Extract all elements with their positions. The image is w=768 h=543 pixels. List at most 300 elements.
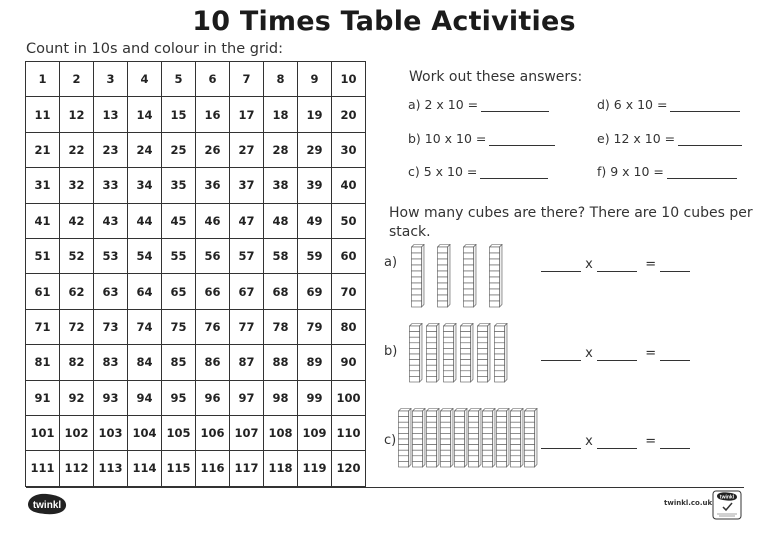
grid-cell-21[interactable]: 21 [26, 132, 60, 167]
cube [438, 283, 448, 289]
grid-cell-113[interactable]: 113 [94, 451, 128, 486]
grid-cell-62[interactable]: 62 [60, 274, 94, 309]
answer-line-a[interactable] [481, 99, 549, 112]
answer-line-b[interactable] [489, 133, 555, 146]
cube [427, 360, 437, 366]
question-d [597, 97, 740, 112]
cube [444, 337, 454, 343]
grid-cell-96[interactable]: 96 [196, 380, 230, 415]
grid-cell-3[interactable]: 3 [94, 62, 128, 97]
grid-cell-109[interactable]: 109 [298, 415, 332, 450]
cube [497, 439, 507, 445]
equals-sign-a: = [645, 257, 657, 272]
grid-cell-70[interactable]: 70 [332, 274, 366, 309]
cube [427, 456, 437, 462]
grid-cell-32[interactable]: 32 [60, 168, 94, 203]
grid-cell-111[interactable]: 111 [26, 451, 60, 486]
cube [410, 371, 420, 377]
cube [464, 259, 474, 265]
cube [444, 376, 454, 382]
cube [427, 428, 437, 434]
grid-cell-78[interactable]: 78 [264, 309, 298, 344]
cube [441, 417, 451, 423]
cube [438, 253, 448, 259]
cube [464, 295, 474, 301]
grid-cell-6[interactable]: 6 [196, 62, 230, 97]
grid-cell-63[interactable]: 63 [94, 274, 128, 309]
cube-stack [398, 408, 412, 468]
cube [464, 253, 474, 259]
cube [478, 371, 488, 377]
blank-b-1[interactable] [541, 350, 581, 361]
grid-cell-115[interactable]: 115 [162, 451, 196, 486]
cube [497, 411, 507, 417]
cube [483, 417, 493, 423]
cube [525, 411, 535, 417]
grid-cell-26[interactable]: 26 [196, 132, 230, 167]
grid-cell-98[interactable]: 98 [264, 380, 298, 415]
answer-line-e[interactable] [678, 133, 742, 146]
grid-cell-73[interactable]: 73 [94, 309, 128, 344]
grid-cell-53[interactable]: 53 [94, 238, 128, 273]
cube [427, 411, 437, 417]
grid-cell-114[interactable]: 114 [128, 451, 162, 486]
cube-stack [460, 323, 474, 383]
twinkl-logo[interactable] [25, 491, 69, 517]
cube [427, 332, 437, 338]
cube [525, 461, 535, 467]
grid-cell-79[interactable]: 79 [298, 309, 332, 344]
grid-row [26, 238, 366, 273]
cube [497, 422, 507, 428]
cube [438, 289, 448, 295]
cube [511, 456, 521, 462]
grid-cell-118[interactable]: 118 [264, 451, 298, 486]
grid-cell-8[interactable]: 8 [264, 62, 298, 97]
grid-cell-80[interactable]: 80 [332, 309, 366, 344]
blank-b-2[interactable] [597, 350, 637, 361]
cube-stack [496, 408, 510, 468]
cube [413, 456, 423, 462]
grid-cell-93[interactable]: 93 [94, 380, 128, 415]
cube [412, 295, 422, 301]
cube [399, 445, 409, 451]
grid-cell-102[interactable]: 102 [60, 415, 94, 450]
grid-cell-108[interactable]: 108 [264, 415, 298, 450]
grid-cell-24[interactable]: 24 [128, 132, 162, 167]
answer-line-c[interactable] [480, 166, 548, 179]
cube [495, 371, 505, 377]
cube [427, 348, 437, 354]
cube [469, 456, 479, 462]
cube-stack [409, 323, 423, 383]
cube [478, 348, 488, 354]
grid-row [26, 345, 366, 380]
cube [490, 301, 500, 307]
cube [483, 439, 493, 445]
grid-cell-28[interactable]: 28 [264, 132, 298, 167]
cube [525, 439, 535, 445]
cube [495, 376, 505, 382]
cube [413, 461, 423, 467]
grid-cell-17[interactable]: 17 [230, 97, 264, 132]
grid-row [26, 274, 366, 309]
equals-sign-c: = [645, 434, 657, 449]
grid-cell-25[interactable]: 25 [162, 132, 196, 167]
grid-cell-15[interactable]: 15 [162, 97, 196, 132]
question-c-text: c) 5 x 10 = [408, 164, 478, 179]
grid-cell-71[interactable]: 71 [26, 309, 60, 344]
cube [511, 461, 521, 467]
cube [410, 348, 420, 354]
cube [410, 337, 420, 343]
cube-row-label-a: a) [384, 255, 398, 270]
cube [469, 461, 479, 467]
cube [495, 354, 505, 360]
cube [441, 450, 451, 456]
cube [413, 439, 423, 445]
cube [399, 433, 409, 439]
grid-cell-18[interactable]: 18 [264, 97, 298, 132]
grid-cell-14[interactable]: 14 [128, 97, 162, 132]
cube-stack [426, 408, 440, 468]
grid-cell-91[interactable]: 91 [26, 380, 60, 415]
grid-cell-112[interactable]: 112 [60, 451, 94, 486]
question-e [597, 131, 742, 146]
cube [525, 456, 535, 462]
cube [412, 301, 422, 307]
grid-cell-49[interactable]: 49 [298, 203, 332, 238]
cube [444, 332, 454, 338]
grid-cell-81[interactable]: 81 [26, 345, 60, 380]
grid-cell-65[interactable]: 65 [162, 274, 196, 309]
cube [412, 277, 422, 283]
cube [410, 360, 420, 366]
cube [413, 445, 423, 451]
cube [455, 439, 465, 445]
grid-cell-90[interactable]: 90 [332, 345, 366, 380]
cube [438, 277, 448, 283]
equation-a [541, 257, 690, 272]
grid-cell-95[interactable]: 95 [162, 380, 196, 415]
grid-row [26, 451, 366, 486]
grid-cell-67[interactable]: 67 [230, 274, 264, 309]
grid-cell-4[interactable]: 4 [128, 62, 162, 97]
question-b-text: b) 10 x 10 = [408, 131, 487, 146]
grid-cell-87[interactable]: 87 [230, 345, 264, 380]
cube [497, 450, 507, 456]
grid-cell-72[interactable]: 72 [60, 309, 94, 344]
grid-cell-85[interactable]: 85 [162, 345, 196, 380]
cube-stack [437, 244, 451, 308]
cube [461, 371, 471, 377]
grid-cell-43[interactable]: 43 [94, 203, 128, 238]
cube [444, 360, 454, 366]
grid-cell-46[interactable]: 46 [196, 203, 230, 238]
grid-cell-41[interactable]: 41 [26, 203, 60, 238]
grid-cell-58[interactable]: 58 [264, 238, 298, 273]
cube [427, 326, 437, 332]
grid-cell-39[interactable]: 39 [298, 168, 332, 203]
cube [455, 450, 465, 456]
grid-cell-64[interactable]: 64 [128, 274, 162, 309]
cube-row-label-c: c) [384, 433, 397, 448]
cube [495, 337, 505, 343]
cube [461, 354, 471, 360]
grid-cell-54[interactable]: 54 [128, 238, 162, 273]
answer-line-f[interactable] [667, 166, 737, 179]
cube-row-label-b: b) [384, 344, 398, 359]
grid-cell-16[interactable]: 16 [196, 97, 230, 132]
cube [399, 422, 409, 428]
cube [441, 456, 451, 462]
cube [490, 259, 500, 265]
grid-cell-30[interactable]: 30 [332, 132, 366, 167]
cube [511, 445, 521, 451]
cube [461, 337, 471, 343]
grid-cell-34[interactable]: 34 [128, 168, 162, 203]
grid-cell-7[interactable]: 7 [230, 62, 264, 97]
cube [469, 411, 479, 417]
grid-cell-94[interactable]: 94 [128, 380, 162, 415]
cube [427, 343, 437, 349]
work-out-heading: Work out these answers: [409, 69, 583, 85]
blank-a-2[interactable] [597, 261, 637, 272]
equation-b [541, 346, 690, 361]
grid-cell-60[interactable]: 60 [332, 238, 366, 273]
grid-cell-42[interactable]: 42 [60, 203, 94, 238]
grid-cell-56[interactable]: 56 [196, 238, 230, 273]
grid-cell-110[interactable]: 110 [332, 415, 366, 450]
cube [490, 289, 500, 295]
blank-c-2[interactable] [597, 438, 637, 449]
grid-cell-5[interactable]: 5 [162, 62, 196, 97]
grid-cell-44[interactable]: 44 [128, 203, 162, 238]
cube [427, 433, 437, 439]
grid-cell-89[interactable]: 89 [298, 345, 332, 380]
answer-line-d[interactable] [670, 99, 740, 112]
grid-cell-19[interactable]: 19 [298, 97, 332, 132]
cube-stack [477, 323, 491, 383]
grid-cell-75[interactable]: 75 [162, 309, 196, 344]
cube [464, 247, 474, 253]
cube [413, 411, 423, 417]
grid-cell-105[interactable]: 105 [162, 415, 196, 450]
cube [469, 445, 479, 451]
cube [464, 265, 474, 271]
grid-cell-37[interactable]: 37 [230, 168, 264, 203]
cube [413, 450, 423, 456]
blank-a-1[interactable] [541, 261, 581, 272]
cube [438, 301, 448, 307]
grid-cell-27[interactable]: 27 [230, 132, 264, 167]
cube [413, 417, 423, 423]
cube [464, 271, 474, 277]
cube [461, 376, 471, 382]
cube [461, 348, 471, 354]
grid-cell-50[interactable]: 50 [332, 203, 366, 238]
cube [413, 433, 423, 439]
grid-cell-86[interactable]: 86 [196, 345, 230, 380]
grid-instruction: Count in 10s and colour in the grid: [26, 41, 284, 57]
grid-cell-33[interactable]: 33 [94, 168, 128, 203]
grid-cell-92[interactable]: 92 [60, 380, 94, 415]
grid-cell-119[interactable]: 119 [298, 451, 332, 486]
cube [490, 253, 500, 259]
cube [399, 456, 409, 462]
cube [495, 365, 505, 371]
cube [461, 326, 471, 332]
grid-row [26, 97, 366, 132]
cube [438, 295, 448, 301]
grid-cell-117[interactable]: 117 [230, 451, 264, 486]
cube [412, 265, 422, 271]
cube [455, 411, 465, 417]
grid-cell-76[interactable]: 76 [196, 309, 230, 344]
cube [399, 428, 409, 434]
grid-row [26, 168, 366, 203]
grid-cell-77[interactable]: 77 [230, 309, 264, 344]
grid-cell-120[interactable]: 120 [332, 451, 366, 486]
grid-cell-20[interactable]: 20 [332, 97, 366, 132]
grid-cell-31[interactable]: 31 [26, 168, 60, 203]
cube [444, 354, 454, 360]
grid-cell-55[interactable]: 55 [162, 238, 196, 273]
blank-b-3[interactable] [660, 350, 690, 361]
cube [427, 461, 437, 467]
cube [461, 360, 471, 366]
equals-sign-b: = [645, 346, 657, 361]
grid-cell-51[interactable]: 51 [26, 238, 60, 273]
cube [461, 343, 471, 349]
grid-cell-104[interactable]: 104 [128, 415, 162, 450]
blank-c-3[interactable] [660, 438, 690, 449]
cube [490, 283, 500, 289]
cube [483, 433, 493, 439]
times-sign-a: x [585, 257, 593, 272]
cube [441, 422, 451, 428]
cube [413, 428, 423, 434]
grid-cell-57[interactable]: 57 [230, 238, 264, 273]
cube [410, 376, 420, 382]
grid-cell-35[interactable]: 35 [162, 168, 196, 203]
grid-cell-11[interactable]: 11 [26, 97, 60, 132]
grid-cell-12[interactable]: 12 [60, 97, 94, 132]
cube [495, 343, 505, 349]
grid-cell-100[interactable]: 100 [332, 380, 366, 415]
grid-cell-59[interactable]: 59 [298, 238, 332, 273]
grid-cell-38[interactable]: 38 [264, 168, 298, 203]
grid-cell-47[interactable]: 47 [230, 203, 264, 238]
grid-cell-84[interactable]: 84 [128, 345, 162, 380]
grid-cell-97[interactable]: 97 [230, 380, 264, 415]
cube [461, 332, 471, 338]
cube-stack [440, 408, 454, 468]
grid-cell-82[interactable]: 82 [60, 345, 94, 380]
cube [399, 411, 409, 417]
question-a-text: a) 2 x 10 = [408, 97, 479, 112]
cube [478, 337, 488, 343]
cube-stack [426, 323, 440, 383]
cube [441, 411, 451, 417]
grid-cell-69[interactable]: 69 [298, 274, 332, 309]
blank-a-3[interactable] [660, 261, 690, 272]
cube [490, 271, 500, 277]
cube [525, 433, 535, 439]
grid-cell-36[interactable]: 36 [196, 168, 230, 203]
cube [464, 283, 474, 289]
cube [455, 417, 465, 423]
cube [497, 456, 507, 462]
cube [525, 450, 535, 456]
grid-cell-116[interactable]: 116 [196, 451, 230, 486]
grid-cell-83[interactable]: 83 [94, 345, 128, 380]
question-f-text: f) 9 x 10 = [597, 164, 664, 179]
cube [478, 332, 488, 338]
grid-cell-22[interactable]: 22 [60, 132, 94, 167]
cube [490, 277, 500, 283]
cube [441, 433, 451, 439]
grid-cell-9[interactable]: 9 [298, 62, 332, 97]
cube [469, 439, 479, 445]
grid-cell-61[interactable]: 61 [26, 274, 60, 309]
grid-cell-29[interactable]: 29 [298, 132, 332, 167]
grid-cell-13[interactable]: 13 [94, 97, 128, 132]
cube [461, 365, 471, 371]
cube [412, 247, 422, 253]
cube [455, 461, 465, 467]
times-sign-c: x [585, 434, 593, 449]
grid-cell-106[interactable]: 106 [196, 415, 230, 450]
grid-cell-40[interactable]: 40 [332, 168, 366, 203]
cube-stack [482, 408, 496, 468]
grid-cell-66[interactable]: 66 [196, 274, 230, 309]
question-b [408, 131, 555, 146]
grid-cell-48[interactable]: 48 [264, 203, 298, 238]
cube [455, 428, 465, 434]
grid-cell-45[interactable]: 45 [162, 203, 196, 238]
cube [413, 422, 423, 428]
grid-cell-103[interactable]: 103 [94, 415, 128, 450]
grid-row [26, 309, 366, 344]
grid-cell-107[interactable]: 107 [230, 415, 264, 450]
grid-cell-68[interactable]: 68 [264, 274, 298, 309]
cube [441, 445, 451, 451]
cube [444, 348, 454, 354]
cube [525, 428, 535, 434]
cube [412, 253, 422, 259]
grid-cell-2[interactable]: 2 [60, 62, 94, 97]
grid-cell-74[interactable]: 74 [128, 309, 162, 344]
grid-cell-23[interactable]: 23 [94, 132, 128, 167]
blank-c-1[interactable] [541, 438, 581, 449]
cube [478, 365, 488, 371]
cube [410, 332, 420, 338]
grid-cell-1[interactable]: 1 [26, 62, 60, 97]
cube-stack [443, 323, 457, 383]
grid-cell-99[interactable]: 99 [298, 380, 332, 415]
grid-cell-10[interactable]: 10 [332, 62, 366, 97]
grid-cell-88[interactable]: 88 [264, 345, 298, 380]
grid-cell-52[interactable]: 52 [60, 238, 94, 273]
cube [478, 343, 488, 349]
grid-cell-101[interactable]: 101 [26, 415, 60, 450]
quality-badge-icon [712, 490, 742, 520]
website-url[interactable]: twinkl.co.uk [664, 499, 713, 507]
cube [483, 461, 493, 467]
hundred-grid [25, 61, 366, 487]
cube [525, 422, 535, 428]
